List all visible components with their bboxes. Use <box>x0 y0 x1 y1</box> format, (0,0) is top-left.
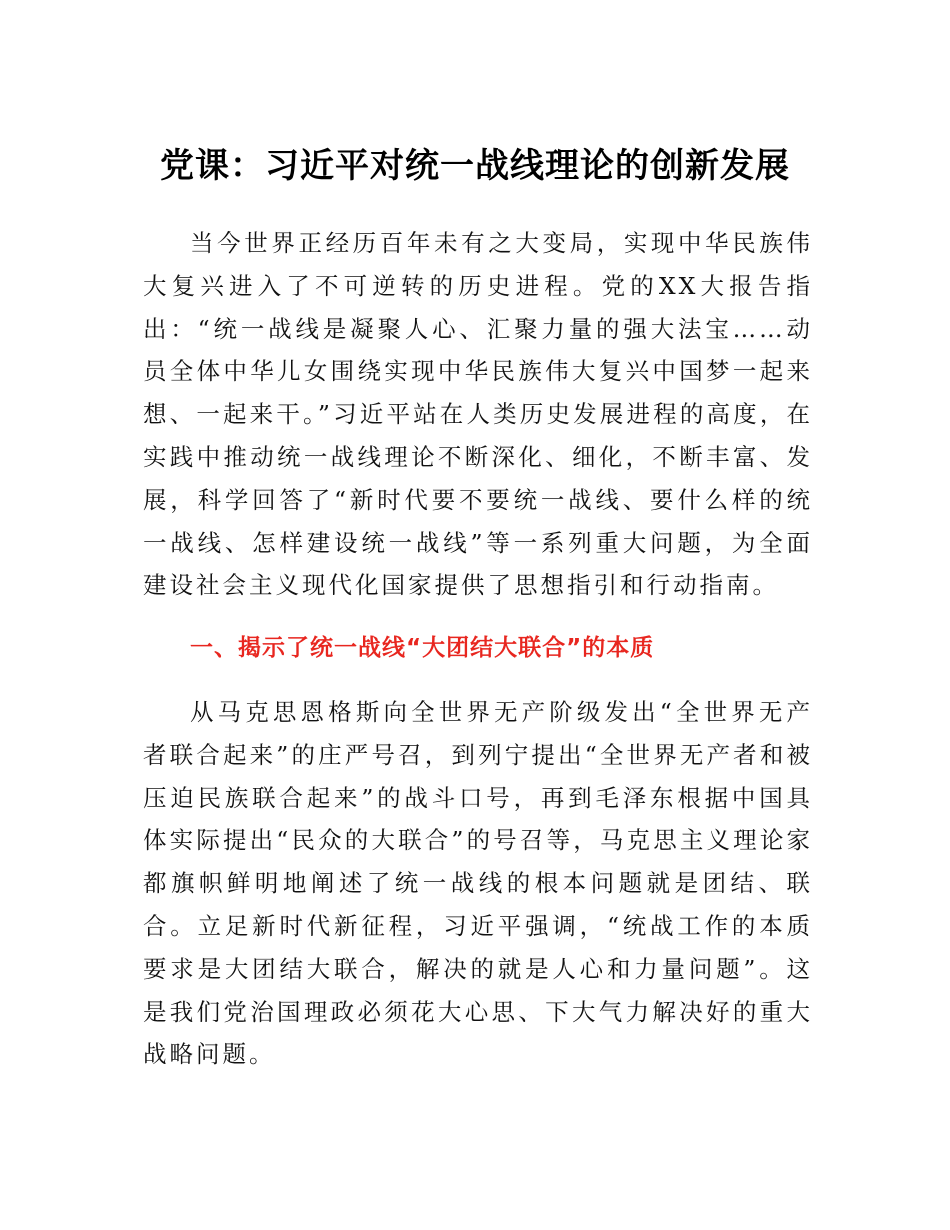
document-title: 党课：习近平对统一战线理论的创新发展 <box>160 146 790 186</box>
section-1-paragraph: 从马克思恩格斯向全世界无产阶级发出“全世界无产者联合起来”的庄严号召，到列宁提出“全世界无产者和被压迫民族联合起来”的战斗口号，再到毛泽东根据中国具体实际提出“民众的大联合”的号召等，马克思主义理论家都旗帜鲜明地阐述了统一战线的根本问题就是团结、联合。立足新时代新征程，习近平强调，“统战工作的本质要求是大团结大联合，解决的就是人心和力量问题”。这是我们党治国理政必须花大心思、下大气力解决好的重大战略问题。 <box>143 698 813 1069</box>
section-heading-1: 一、揭示了统一战线“大团结大联合”的本质 <box>190 635 655 661</box>
intro-paragraph: 当今世界正经历百年未有之大变局，实现中华民族伟大复兴进入了不可逆转的历史进程。党的XX大报告指出：“统一战线是凝聚人心、汇聚力量的强大法宝……动员全体中华儿女围绕实现中华民族伟大复兴中国梦一起来想、一起来干。”习近平站在人类历史发展进程的高度，在实践中推动统一战线理论不断深化、细化，不断丰富、发展，科学回答了“新时代要不要统一战线、要什么样的统一战线、怎样建设统一战线”等一系列重大问题，为全面建设社会主义现代化国家提供了思想指引和行动指南。 <box>143 229 813 600</box>
